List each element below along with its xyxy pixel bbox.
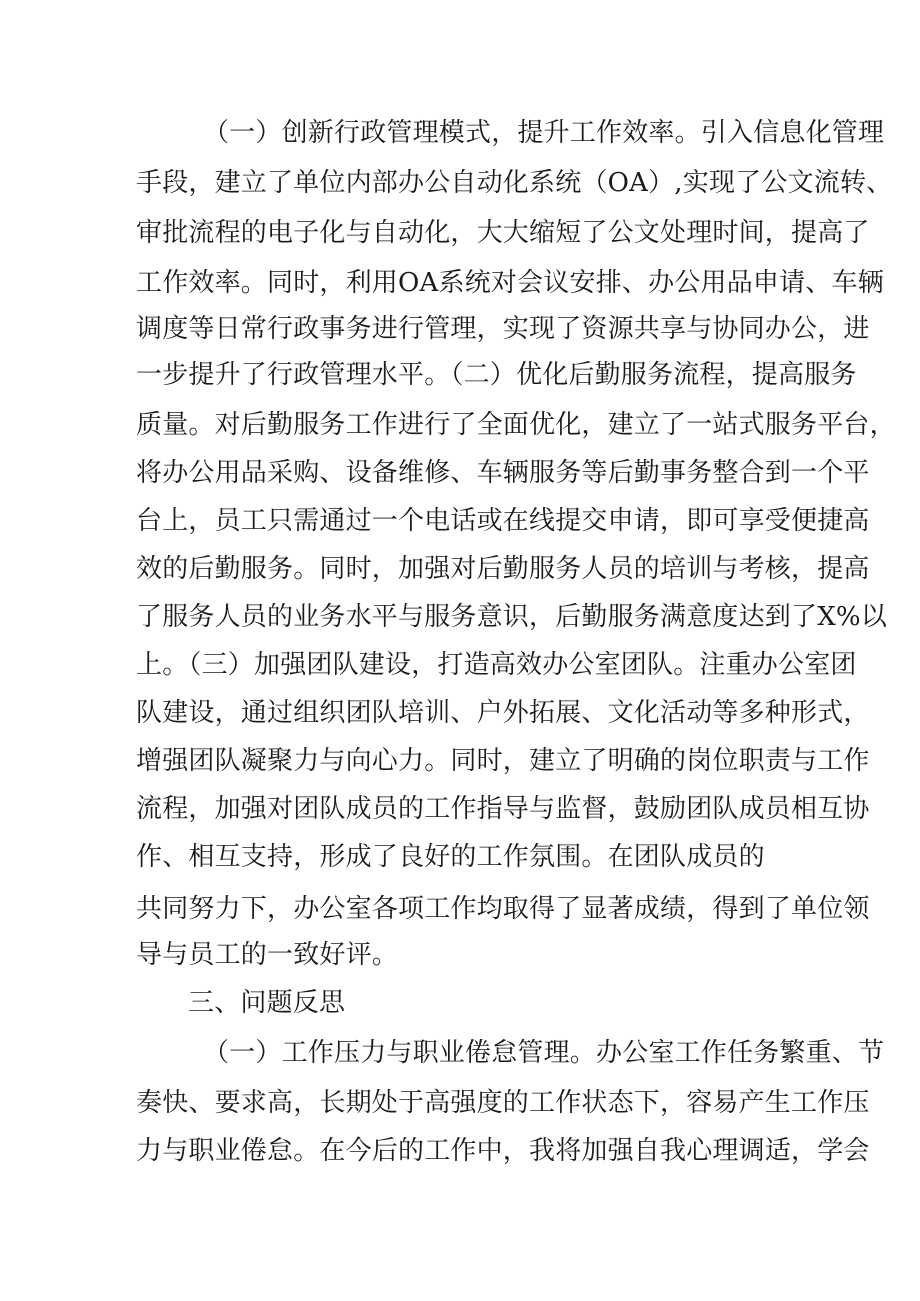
paragraph-1-line-13: 队建设，通过组织团队培训、户外拓展、文化活动等多种形式， <box>136 698 870 728</box>
paragraph-1-line-5: 调度等日常行政事务进行管理，实现了资源共享与协同办公，进 <box>136 314 870 344</box>
paragraph-2-line-2: 奏快、要求高，长期处于高强度的工作状态下，容易产生工作压 <box>136 1088 870 1118</box>
paragraph-1-line-10: 效的后勤服务。同时，加强对后勤服务人员的培训与考核，提高 <box>136 554 870 584</box>
paragraph-1-line-2: 手段，建立了单位内部办公自动化系统（OA）,实现了公文流转、 <box>136 168 893 198</box>
paragraph-1-line-1: （一）创新行政管理模式，提升工作效率。引入信息化管理 <box>203 118 885 148</box>
paragraph-1-line-17: 共同努力下，办公室各项工作均取得了显著成绩，得到了单位领 <box>136 894 870 924</box>
paragraph-1-line-7: 质量。对后勤服务工作进行了全面优化，建立了一站式服务平台， <box>136 410 896 440</box>
paragraph-2-line-3: 力与职业倦怠。在今后的工作中，我将加强自我心理调适，学会 <box>136 1136 870 1166</box>
paragraph-1-line-16: 作、相互支持，形成了良好的工作氛围。在团队成员的 <box>136 842 765 872</box>
paragraph-1-line-9: 台上，员工只需通过一个电话或在线提交申请，即可享受便捷高 <box>136 506 870 536</box>
paragraph-1-line-18: 导与员工的一致好评。 <box>136 940 399 970</box>
paragraph-1-line-15: 流程，加强对团队成员的工作指导与监督，鼓励团队成员相互协 <box>136 794 870 824</box>
paragraph-1-line-14: 增强团队凝聚力与向心力。同时，建立了明确的岗位职责与工作 <box>136 746 870 776</box>
paragraph-1-line-4: 工作效率。同时，利用OA系统对会议安排、办公用品申请、车辆 <box>136 268 884 298</box>
paragraph-1-line-3: 审批流程的电子化与自动化，大大缩短了公文处理时间，提高了 <box>136 218 870 248</box>
paragraph-2-line-1: （一）工作压力与职业倦怠管理。办公室工作任务繁重、节 <box>203 1038 885 1068</box>
paragraph-1-line-11: 了服务人员的业务水平与服务意识，后勤服务满意度达到了X%以 <box>136 602 888 632</box>
paragraph-1-line-12: 上。（三）加强团队建设，打造高效办公室团队。注重办公室团 <box>136 650 857 680</box>
section-heading: 三、问题反思 <box>188 988 346 1018</box>
paragraph-1-line-8: 将办公用品采购、设备维修、车辆服务等后勤事务整合到一个平 <box>136 458 870 488</box>
paragraph-1-line-6: 一步提升了行政管理水平。（二）优化后勤服务流程，提高服务 <box>136 360 857 390</box>
